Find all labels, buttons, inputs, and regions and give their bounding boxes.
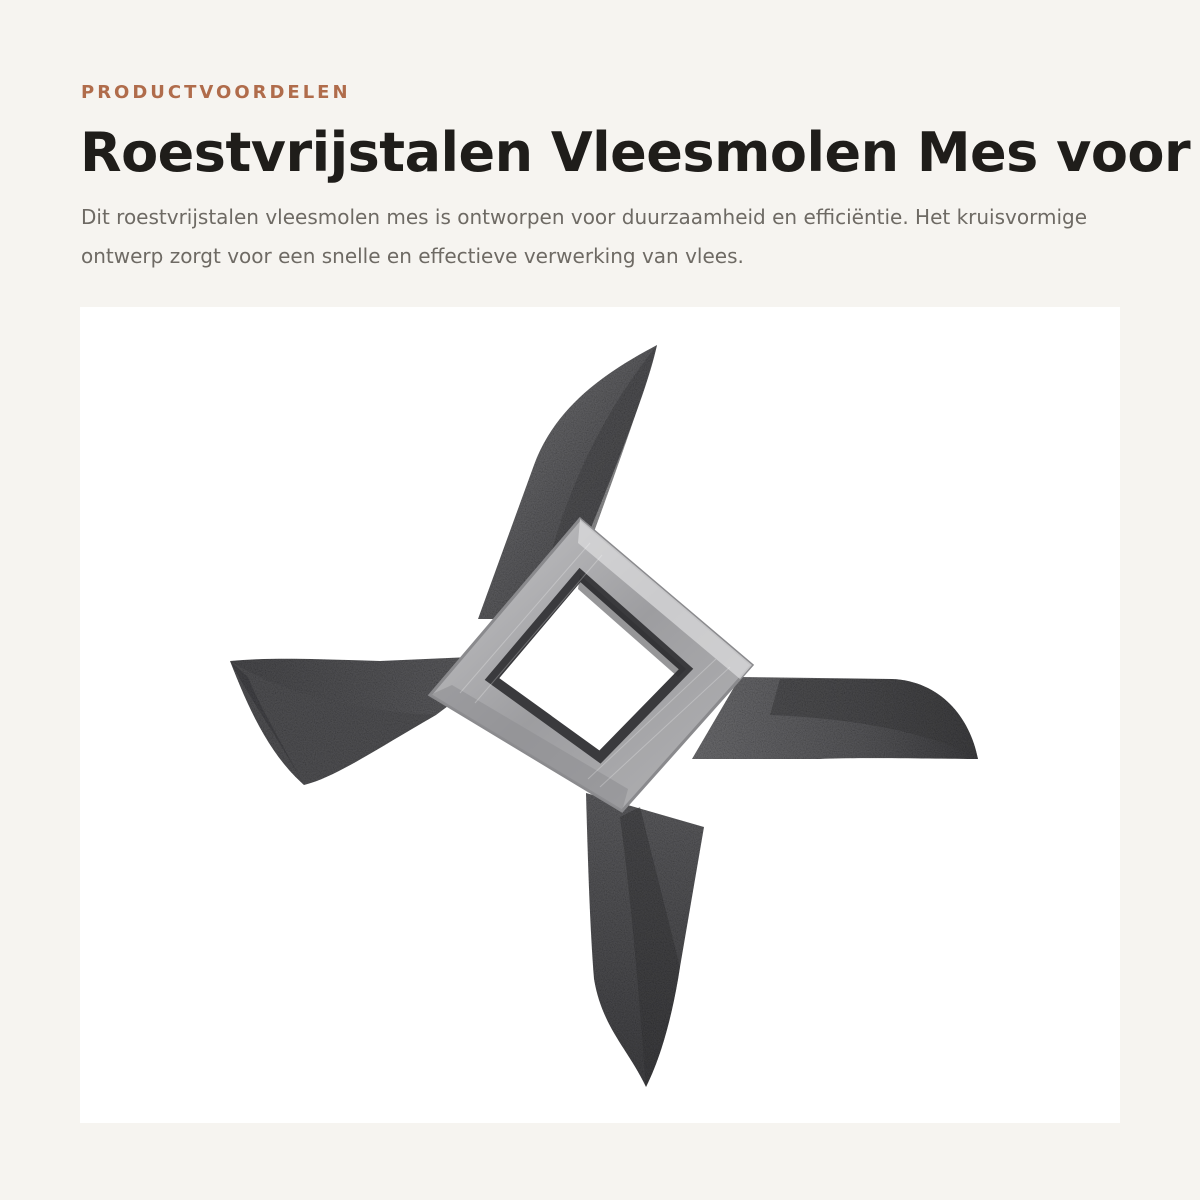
cross-blade-icon bbox=[80, 307, 1120, 1123]
section-description: Dit roestvrijstalen vleesmolen mes is ontworpen voor duurzaamheid en efficiëntie. Het kruisvormige ontwerp zorgt voor een snelle en effectieve verwerking van vlees. bbox=[81, 205, 1088, 268]
section-eyebrow: PRODUCTVOORDELEN bbox=[81, 82, 351, 103]
section-title: Roestvrijstalen Vleesmolen Mes voor bbox=[80, 121, 1191, 184]
product-image bbox=[80, 307, 1120, 1123]
